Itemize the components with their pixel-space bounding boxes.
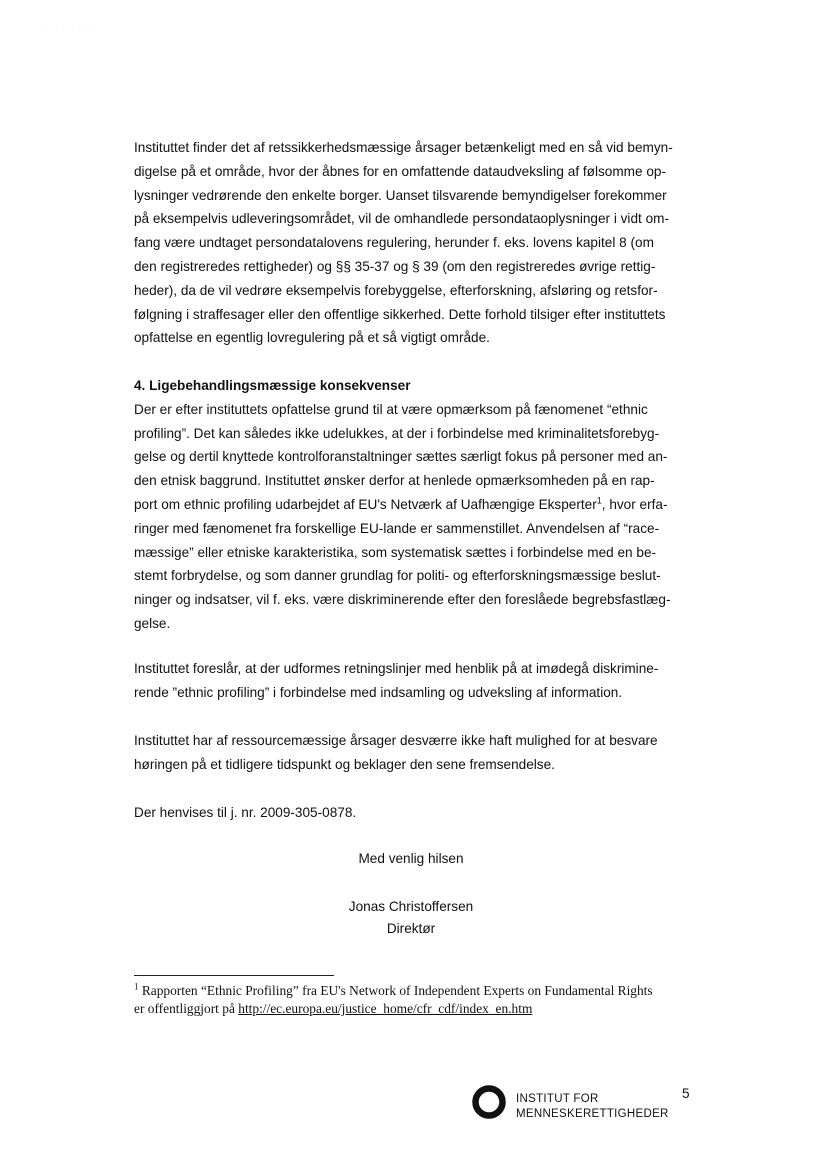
section-line: ninger og indsatser, vil f. eks. være diskriminerende efter den foreslåede begrebsfastlæg- xyxy=(134,592,671,608)
scan-artifact-icon: · · · · xyxy=(40,28,95,34)
section-heading: 4. Ligebehandlingsmæssige konsekvenser xyxy=(134,378,411,393)
section-line: gelse og dertil knyttede kontrolforanstaltninger sættes særligt fokus på personer med an- xyxy=(134,449,668,465)
institute-ring-logo-icon xyxy=(472,1085,506,1119)
signatory-name: Jonas Christoffersen xyxy=(348,899,474,914)
paragraph-line: digelse på et område, hvor der åbnes for en omfattende dataudveksling af følsomme op- xyxy=(134,163,666,179)
institute-logo-text xyxy=(516,1092,669,1122)
footnote-separator xyxy=(134,975,334,976)
footnote-link[interactable]: http://ec.europa.eu/justice_home/cfr_cdf/index_en.htm xyxy=(238,1001,533,1016)
paragraph-line: på eksempelvis udleveringsområdet, vil de omhandlede persondataoplysninger i vidt om- xyxy=(134,211,669,227)
signatory-title: Direktør xyxy=(386,921,436,936)
closing-greeting: Med venlig hilsen xyxy=(358,851,464,866)
paragraph-line: fang være undtaget persondatalovens regulering, herunder f. eks. lovens kapitel 8 (om xyxy=(134,235,654,251)
section-line: stemt forbrydelse, og som danner grundlag for politi- og efterforskningsmæssige beslut- xyxy=(134,568,661,584)
section-equal-treatment xyxy=(134,374,694,636)
section-line-footnote: port om ethnic profiling udarbejdet af EU's Netværk af Uafhængige Eksperter$^1$, hvor erfa- xyxy=(134,495,668,512)
paragraph-line: Instituttet foreslår, at der udformes retningslinjer med henblik på at imødegå diskrimine- xyxy=(134,661,659,676)
paragraph-profiling xyxy=(134,657,694,705)
paragraph-line: høringen på et tidligere tidspunkt og beklager den sene fremsendelse. xyxy=(134,756,555,772)
footnote xyxy=(134,982,714,1018)
footnote-line-2: er offentliggjort på http://ec.europa.eu/justice_home/cfr_cdf/index_en.htm xyxy=(134,1001,533,1016)
paragraph-line: følgning i straffesager eller den offentlige sikkerhed. Dette forhold tilsiger efter instituttets xyxy=(134,306,666,322)
section-line: gelse. xyxy=(134,615,171,631)
footnote-reference: 1 xyxy=(596,495,602,506)
reference-line xyxy=(134,801,694,825)
paragraph-line: lysninger vedrørende den enkelte borger. Uanset tilsvarende bemyndigelser forekommer xyxy=(134,187,667,203)
paragraph-line: opfattelse en egentlig lovregulering på et så vigtigt område. xyxy=(134,330,490,346)
journal-reference: Der henvises til j. nr. 2009-305-0878. xyxy=(134,805,357,820)
logo-line-2: MENNESKERETTIGHEDER xyxy=(516,1108,669,1120)
section-line: den etnisk baggrund. Instituttet ønsker derfor at henlede opmærksomheden på en rap- xyxy=(134,473,655,489)
section-line: Der er efter instituttets opfattelse grund til at være opmærksom på fænomenet “ethnic xyxy=(134,401,648,417)
section-line: mæssige” eller etniske karakteristika, som systematisk sættes i forbindelse med en be- xyxy=(134,544,657,560)
section-line: ringer med fænomenet fra forskellige EU-lande er sammenstillet. Anvendelsen af “race- xyxy=(134,520,660,536)
section-body-start xyxy=(134,398,694,493)
logo-line-1: INSTITUT FOR xyxy=(516,1093,599,1105)
paragraph-line: den registreredes rettigheder) og §§ 35-37 og § 39 (om den registreredes øvrige rettig- xyxy=(134,258,656,274)
section-body-end xyxy=(134,517,694,636)
paragraph-line: Instituttet har af ressourcemæssige årsager desværre ikke haft mulighed for at besvare xyxy=(134,733,658,748)
paragraph-resources xyxy=(134,729,694,777)
paragraph-line: rende ”ethnic profiling” i forbindelse med indsamling og udveksling af information. xyxy=(134,684,623,700)
paragraph-data-exchange xyxy=(134,136,694,350)
section-line: profiling”. Det kan således ikke udelukkes, at der i forbindelse med kriminalitetsforebyg- xyxy=(134,425,660,441)
paragraph-line: heder), da de vil vedrøre eksempelvis forebyggelse, efterforskning, afsløring og retsfor- xyxy=(134,282,658,298)
paragraph-line: Instituttet finder det af retssikkerhedsmæssige årsager betænkeligt med en så vid bemyn- xyxy=(134,140,673,155)
footnote-line-1: $^1$ Rapporten “Ethnic Profiling” fra EU's Network of Independent Experts on Fundamental Rights xyxy=(134,981,653,998)
page-number: 5 xyxy=(682,1086,690,1101)
footnote-number: 1 xyxy=(134,981,139,992)
